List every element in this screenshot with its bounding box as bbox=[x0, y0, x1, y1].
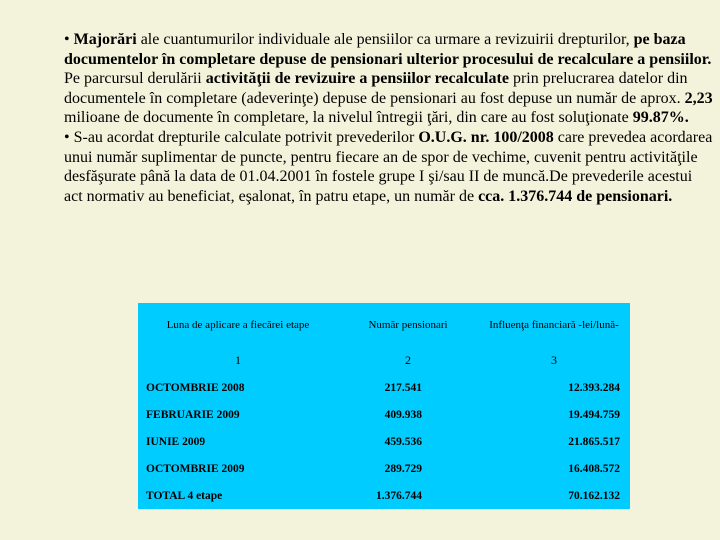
text: ale cuantumurilor individuale ale pensiilor ca urmare a revizuirii drepturilor, bbox=[136, 31, 634, 48]
header-pensioners: Număr pensionari bbox=[338, 303, 478, 347]
column-number-row bbox=[138, 347, 630, 374]
row-pensioners: 1.376.744 bbox=[338, 482, 478, 509]
header-financial-influence: Influenţa financiară -lei/lună- bbox=[478, 303, 630, 347]
bold-text: 2,23 bbox=[684, 89, 713, 107]
row-label: OCTOMBRIE 2008 bbox=[138, 374, 338, 401]
header-month: Luna de aplicare a fiecărei etape bbox=[138, 303, 338, 347]
table-header-row bbox=[138, 303, 630, 347]
bold-text: pe baza documentelor în completare depuse de pensionari ulterior procesului de recalculare a pensiilor. bbox=[64, 31, 712, 68]
body-text bbox=[64, 30, 714, 206]
text: Pe parcursul derulării bbox=[64, 70, 206, 88]
row-label: TOTAL 4 etape bbox=[138, 482, 338, 509]
row-label: FEBRUARIE 2009 bbox=[138, 401, 338, 428]
bold-text: 99.87%. bbox=[632, 109, 689, 127]
row-pensioners: 409.938 bbox=[338, 401, 478, 428]
text: milioane de documente în completare, la nivelul întregii ţări, din care au fost soluţionate bbox=[64, 109, 633, 127]
row-influence: 21.865.517 bbox=[478, 428, 630, 455]
row-influence: 12.393.284 bbox=[478, 374, 630, 401]
row-label: IUNIE 2009 bbox=[138, 428, 338, 455]
column-number: 1 bbox=[138, 347, 338, 374]
paragraph-majorari bbox=[64, 30, 714, 69]
table-row bbox=[138, 401, 630, 428]
row-label: OCTOMBRIE 2009 bbox=[138, 455, 338, 482]
row-influence: 19.494.759 bbox=[478, 401, 630, 428]
bold-text: Majorări bbox=[73, 31, 137, 48]
text: prin prelucrarea datelor din documentele în completare (adeverinţe) depuse de pensionari au fost depuse un număr de aprox. bbox=[64, 70, 688, 107]
bold-text: activităţii de revizuire a pensiilor recalculate bbox=[205, 70, 509, 88]
row-pensioners: 217.541 bbox=[338, 374, 478, 401]
table-row bbox=[138, 428, 630, 455]
text: • S-au acordat drepturile calculate potrivit prevederilor bbox=[64, 128, 419, 146]
table-row-total bbox=[138, 482, 630, 509]
column-number: 3 bbox=[478, 347, 630, 374]
row-pensioners: 459.536 bbox=[338, 428, 478, 455]
table-row bbox=[138, 374, 630, 401]
text: care prevedea acordarea unui număr suplimentar de puncte, pentru fiecare an de spor de vechime, cuvenit pentru activităţile desfăşurate până la data de 01.04.2001 în fostele grupe I şi/sau II de muncă.De prevederile acestui act normativ au beneficiat, eşalonat, în patru etape, un număr de bbox=[64, 128, 713, 205]
column-number: 2 bbox=[338, 347, 478, 374]
pension-table bbox=[138, 303, 630, 509]
row-influence: 16.408.572 bbox=[478, 455, 630, 482]
paragraph-oug bbox=[64, 128, 714, 206]
bold-text: O.U.G. nr. 100/2008 bbox=[418, 128, 554, 146]
row-influence: 70.162.132 bbox=[478, 482, 630, 509]
bullet: • bbox=[64, 31, 74, 48]
table-row bbox=[138, 455, 630, 482]
bold-text: cca. 1.376.744 de pensionari. bbox=[478, 187, 673, 205]
row-pensioners: 289.729 bbox=[338, 455, 478, 482]
paragraph-revizuire bbox=[64, 69, 714, 128]
